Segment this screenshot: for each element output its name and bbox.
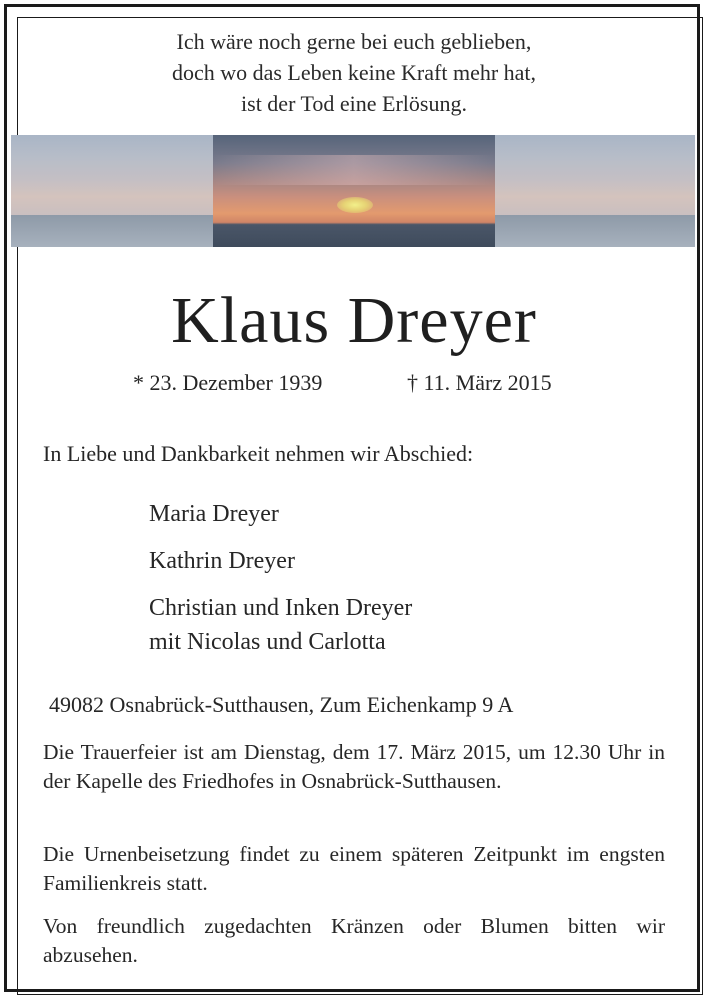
mourner-name: Maria Dreyer — [149, 501, 279, 527]
sunset-cloud — [213, 155, 495, 185]
sunset-banner-image — [11, 135, 695, 247]
family-address: 49082 Osnabrück-Sutthausen, Zum Eichenkamp 9 A — [49, 692, 514, 717]
sun-glow — [337, 197, 373, 213]
mourner-name: Christian und Inken Dreyer — [149, 595, 413, 621]
funeral-service-info: Die Trauerfeier ist am Dienstag, dem 17. März 2015, um 12.30 Uhr in der Kapelle des Friedhofes in Osnabrück-Sutthausen. — [43, 740, 665, 793]
sunset-center-panel — [213, 135, 495, 247]
flowers-request: Von freundlich zugedachten Kränzen oder Blumen bitten wir abzusehen. — [43, 914, 665, 967]
sea-horizon — [495, 215, 695, 247]
motto-line: ist der Tod eine Erlösung. — [241, 91, 467, 116]
death-date: † 11. März 2015 — [407, 370, 552, 395]
mourner-name: mit Nicolas und Carlotta — [149, 629, 386, 655]
deceased-name: Klaus Dreyer — [171, 284, 537, 357]
motto-line: Ich wäre noch gerne bei euch geblieben, — [176, 29, 532, 54]
motto-verse — [0, 26, 708, 119]
sea-horizon — [11, 215, 213, 247]
motto-line: doch wo das Leben keine Kraft mehr hat, — [171, 60, 537, 85]
urn-burial-info: Die Urnenbeisetzung findet zu einem späteren Zeitpunkt im engsten Familienkreis statt. — [43, 842, 665, 895]
birth-date: * 23. Dezember 1939 — [133, 370, 323, 395]
mourner-name: Kathrin Dreyer — [149, 548, 295, 574]
farewell-intro: In Liebe und Dankbarkeit nehmen wir Abschied: — [43, 441, 474, 466]
